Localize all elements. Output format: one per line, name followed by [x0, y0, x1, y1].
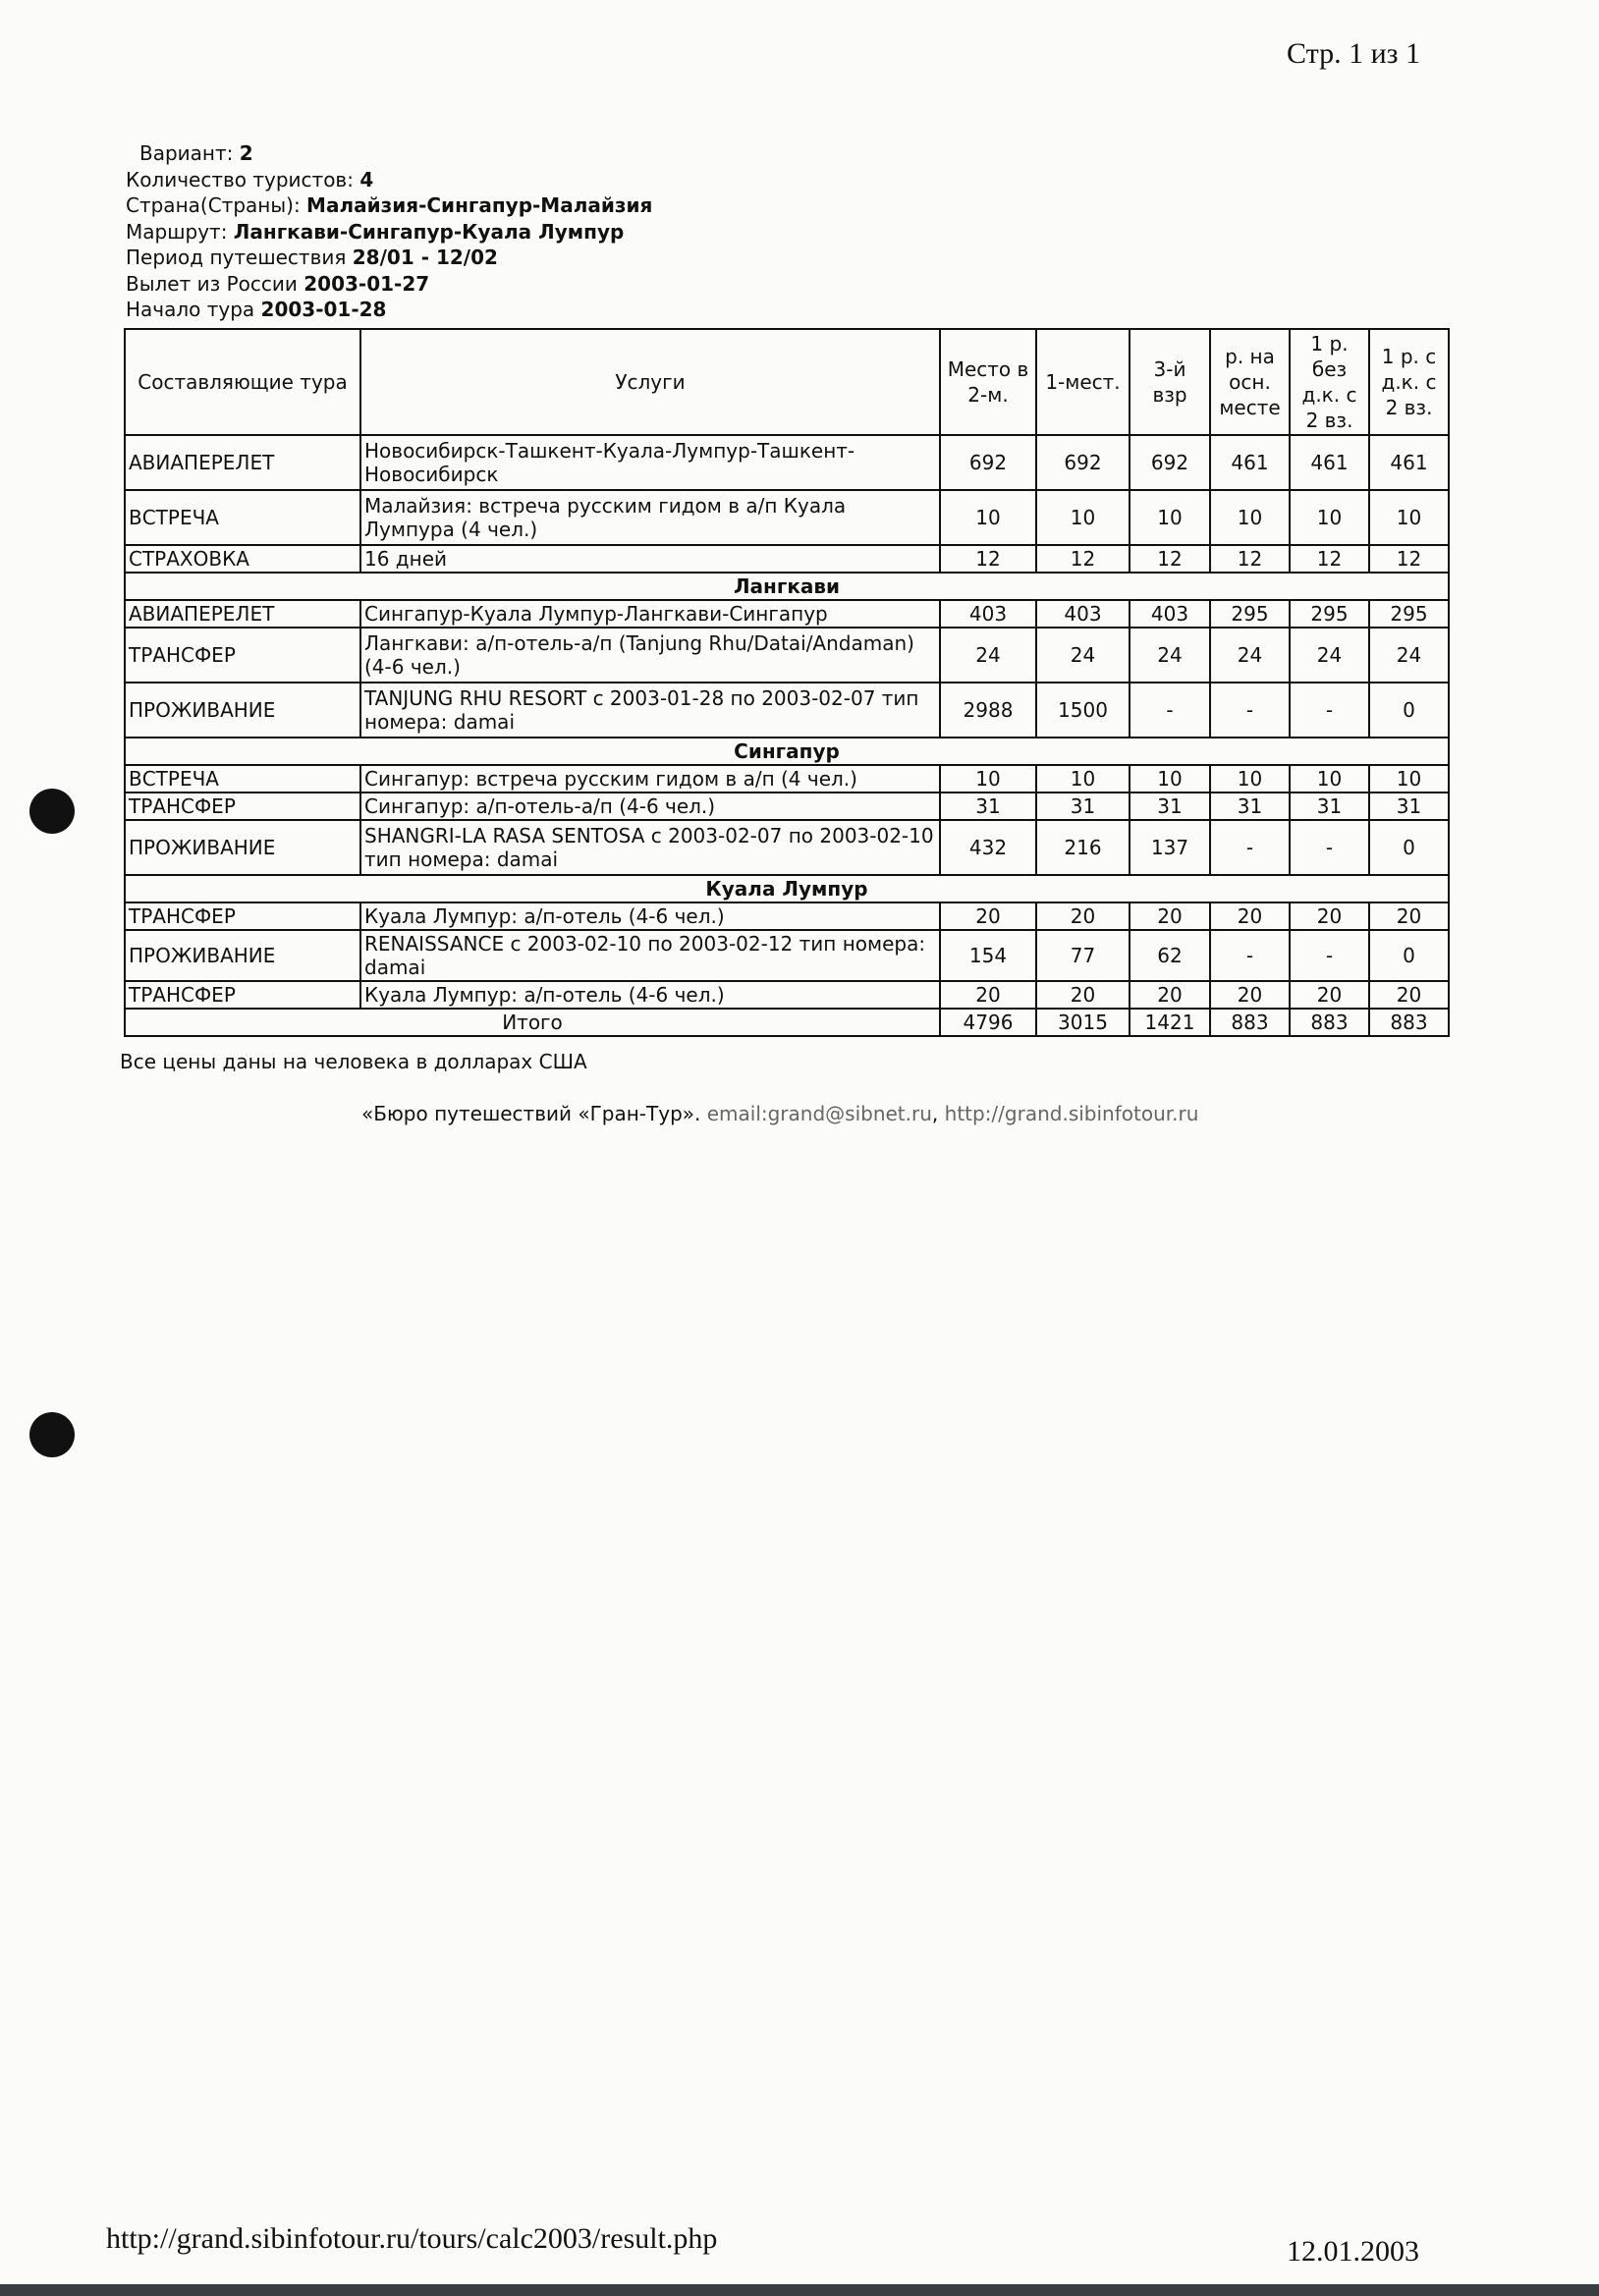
- service-cell: TANJUNG RHU RESORT с 2003-01-28 по 2003-02-07 тип номера: damai: [360, 683, 940, 738]
- column-header: 1-мест.: [1036, 329, 1130, 435]
- info-label: Количество туристов:: [126, 167, 360, 191]
- price-cell: -: [1290, 683, 1369, 738]
- price-cell: 20: [1210, 902, 1290, 930]
- price-cell: 20: [940, 981, 1036, 1009]
- service-cell: Сингапур-Куала Лумпур-Лангкави-Сингапур: [360, 600, 940, 628]
- component-cell: ТРАНСФЕР: [125, 981, 360, 1009]
- service-cell: 16 дней: [360, 545, 940, 573]
- price-cell: -: [1290, 820, 1369, 875]
- info-value: Лангкави-Сингапур-Куала Лумпур: [233, 219, 625, 244]
- table-row: [125, 435, 1449, 490]
- service-cell: Куала Лумпур: а/п-отель (4-6 чел.): [360, 981, 940, 1009]
- price-cell: 10: [1369, 765, 1449, 793]
- price-table: [124, 328, 1450, 1037]
- price-cell: 10: [1369, 490, 1449, 545]
- price-cell: 295: [1210, 600, 1290, 628]
- table-row: [125, 545, 1449, 573]
- info-row: [126, 219, 652, 246]
- column-header: Услуги: [360, 329, 940, 435]
- component-cell: АВИАПЕРЕЛЕТ: [125, 435, 360, 490]
- price-cell: 10: [1290, 765, 1369, 793]
- total-cell: 883: [1290, 1009, 1369, 1036]
- price-cell: 10: [1036, 490, 1130, 545]
- service-cell: Сингапур: а/п-отель-а/п (4-6 чел.): [360, 793, 940, 820]
- price-cell: -: [1130, 683, 1210, 738]
- total-row: [125, 1009, 1449, 1036]
- total-cell: 883: [1210, 1009, 1290, 1036]
- total-cell: 883: [1369, 1009, 1449, 1036]
- info-value: 28/01 - 12/02: [352, 246, 498, 269]
- price-cell: 24: [1130, 628, 1210, 683]
- column-header: 1 р. с д.к. с 2 вз.: [1369, 329, 1449, 435]
- info-label: Период путешествия: [126, 246, 353, 269]
- column-header: 3-й взр: [1130, 329, 1210, 435]
- price-cell: 10: [1210, 765, 1290, 793]
- info-row: [126, 167, 652, 193]
- footer-date: 12.01.2003: [1287, 2235, 1419, 2268]
- price-cell: -: [1210, 930, 1290, 981]
- price-cell: 295: [1369, 600, 1449, 628]
- bureau-separator: ,: [931, 1102, 945, 1125]
- component-cell: ТРАНСФЕР: [125, 628, 360, 683]
- total-cell: 3015: [1036, 1009, 1130, 1036]
- component-cell: ВСТРЕЧА: [125, 765, 360, 793]
- bureau-email[interactable]: email:grand@sibnet.ru: [706, 1102, 932, 1125]
- price-cell: 12: [1036, 545, 1130, 573]
- component-cell: АВИАПЕРЕЛЕТ: [125, 600, 360, 628]
- info-label: Начало тура: [126, 298, 261, 321]
- table-row: [125, 981, 1449, 1009]
- total-cell: 4796: [940, 1009, 1036, 1036]
- price-cell: 432: [940, 820, 1036, 875]
- service-cell: Лангкави: а/п-отель-а/п (Tanjung Rhu/Datai/Andaman) (4-6 чел.): [360, 628, 940, 683]
- price-cell: 10: [1290, 490, 1369, 545]
- price-cell: 31: [940, 793, 1036, 820]
- table-row: [125, 765, 1449, 793]
- price-cell: 62: [1130, 930, 1210, 981]
- table-row: [125, 683, 1449, 738]
- price-cell: 12: [1130, 545, 1210, 573]
- price-cell: -: [1210, 683, 1290, 738]
- component-cell: ПРОЖИВАНИЕ: [125, 683, 360, 738]
- service-cell: Малайзия: встреча русским гидом в а/п Куала Лумпура (4 чел.): [360, 490, 940, 545]
- column-header: р. на осн. месте: [1210, 329, 1290, 435]
- total-cell: 1421: [1130, 1009, 1210, 1036]
- info-value: 2003-01-27: [303, 271, 430, 296]
- table-row: [125, 793, 1449, 820]
- price-cell: 31: [1290, 793, 1369, 820]
- price-cell: 12: [1369, 545, 1449, 573]
- price-cell: 77: [1036, 930, 1130, 981]
- total-label: Итого: [125, 1009, 940, 1036]
- component-cell: ВСТРЕЧА: [125, 490, 360, 545]
- section-row: [125, 573, 1449, 600]
- price-cell: 692: [1036, 435, 1130, 490]
- service-cell: Новосибирск-Ташкент-Куала-Лумпур-Ташкент-Новосибирск: [360, 435, 940, 490]
- section-row: [125, 875, 1449, 902]
- price-cell: 24: [940, 628, 1036, 683]
- service-cell: SHANGRI-LA RASA SENTOSA с 2003-02-07 по 2003-02-10 тип номера: damai: [360, 820, 940, 875]
- table-row: [125, 902, 1449, 930]
- component-cell: ТРАНСФЕР: [125, 793, 360, 820]
- price-cell: 20: [1210, 981, 1290, 1009]
- info-label: Вариант:: [139, 141, 240, 165]
- price-cell: 295: [1290, 600, 1369, 628]
- component-cell: ПРОЖИВАНИЕ: [125, 930, 360, 981]
- table-row: [125, 600, 1449, 628]
- info-label: Вылет из России: [126, 271, 304, 296]
- price-cell: 12: [1210, 545, 1290, 573]
- price-cell: 20: [1369, 981, 1449, 1009]
- scan-edge: [0, 2284, 1599, 2296]
- info-row: [126, 245, 652, 271]
- price-cell: 31: [1130, 793, 1210, 820]
- price-cell: 461: [1210, 435, 1290, 490]
- service-cell: Куала Лумпур: а/п-отель (4-6 чел.): [360, 902, 940, 930]
- price-cell: 216: [1036, 820, 1130, 875]
- component-cell: ПРОЖИВАНИЕ: [125, 820, 360, 875]
- price-cell: 24: [1210, 628, 1290, 683]
- price-cell: 20: [1130, 902, 1210, 930]
- info-row: [126, 140, 652, 167]
- price-cell: 10: [1210, 490, 1290, 545]
- price-cell: 461: [1369, 435, 1449, 490]
- price-cell: 692: [1130, 435, 1210, 490]
- section-row: [125, 738, 1449, 765]
- price-cell: 10: [1130, 490, 1210, 545]
- section-title: Сингапур: [125, 738, 1449, 765]
- table-header: [125, 329, 1449, 435]
- price-cell: 137: [1130, 820, 1210, 875]
- price-cell: 20: [1036, 902, 1130, 930]
- price-cell: 403: [940, 600, 1036, 628]
- bureau-url[interactable]: http://grand.sibinfotour.ru: [944, 1102, 1199, 1125]
- info-label: Маршрут:: [126, 219, 234, 244]
- price-cell: 20: [1290, 981, 1369, 1009]
- service-cell: RENAISSANCE с 2003-02-10 по 2003-02-12 тип номера: damai: [360, 930, 940, 981]
- info-row: [126, 271, 652, 298]
- page-number: Стр. 1 из 1: [1287, 37, 1420, 70]
- price-cell: 10: [940, 765, 1036, 793]
- info-value: Малайзия-Сингапур-Малайзия: [306, 193, 653, 217]
- price-cell: 20: [1290, 902, 1369, 930]
- price-cell: 20: [1130, 981, 1210, 1009]
- column-header: Составляющие тура: [125, 329, 360, 435]
- price-cell: 10: [940, 490, 1036, 545]
- info-row: [126, 192, 652, 219]
- price-cell: 692: [940, 435, 1036, 490]
- price-cell: 31: [1369, 793, 1449, 820]
- component-cell: СТРАХОВКА: [125, 545, 360, 573]
- punch-hole-icon: [29, 789, 75, 834]
- price-cell: 10: [1130, 765, 1210, 793]
- section-title: Лангкави: [125, 573, 1449, 600]
- price-cell: 10: [1036, 765, 1130, 793]
- price-cell: 1500: [1036, 683, 1130, 738]
- price-cell: 31: [1210, 793, 1290, 820]
- bureau-line: [361, 1102, 1198, 1125]
- price-cell: 12: [940, 545, 1036, 573]
- price-cell: 12: [1290, 545, 1369, 573]
- info-value: 4: [359, 167, 374, 191]
- section-title: Куала Лумпур: [125, 875, 1449, 902]
- price-cell: 0: [1369, 683, 1449, 738]
- component-cell: ТРАНСФЕР: [125, 902, 360, 930]
- price-cell: 403: [1130, 600, 1210, 628]
- price-cell: 24: [1290, 628, 1369, 683]
- price-cell: -: [1210, 820, 1290, 875]
- price-cell: 0: [1369, 820, 1449, 875]
- price-cell: 24: [1369, 628, 1449, 683]
- info-value: 2: [239, 141, 253, 165]
- price-cell: -: [1290, 930, 1369, 981]
- price-cell: 31: [1036, 793, 1130, 820]
- footer-url: http://grand.sibinfotour.ru/tours/calc2003/result.php: [106, 2222, 718, 2255]
- price-cell: 0: [1369, 930, 1449, 981]
- price-note: Все цены даны на человека в долларах США: [120, 1050, 587, 1073]
- bureau-name: «Бюро путешествий «Гран-Тур».: [361, 1102, 707, 1125]
- price-cell: 2988: [940, 683, 1036, 738]
- info-row: [126, 297, 652, 323]
- table-row: [125, 628, 1449, 683]
- table-row: [125, 820, 1449, 875]
- price-cell: 20: [1036, 981, 1130, 1009]
- service-cell: Сингапур: встреча русским гидом в а/п (4 чел.): [360, 765, 940, 793]
- price-cell: 20: [1369, 902, 1449, 930]
- price-cell: 461: [1290, 435, 1369, 490]
- info-label: Страна(Страны):: [126, 193, 307, 217]
- table-row: [125, 490, 1449, 545]
- info-value: 2003-01-28: [260, 298, 387, 321]
- price-cell: 24: [1036, 628, 1130, 683]
- price-cell: 154: [940, 930, 1036, 981]
- tour-info: [126, 140, 652, 323]
- column-header: 1 р. без д.к. с 2 вз.: [1290, 329, 1369, 435]
- column-header: Место в 2-м.: [940, 329, 1036, 435]
- table-row: [125, 930, 1449, 981]
- price-cell: 403: [1036, 600, 1130, 628]
- punch-hole-icon: [29, 1412, 75, 1457]
- price-cell: 20: [940, 902, 1036, 930]
